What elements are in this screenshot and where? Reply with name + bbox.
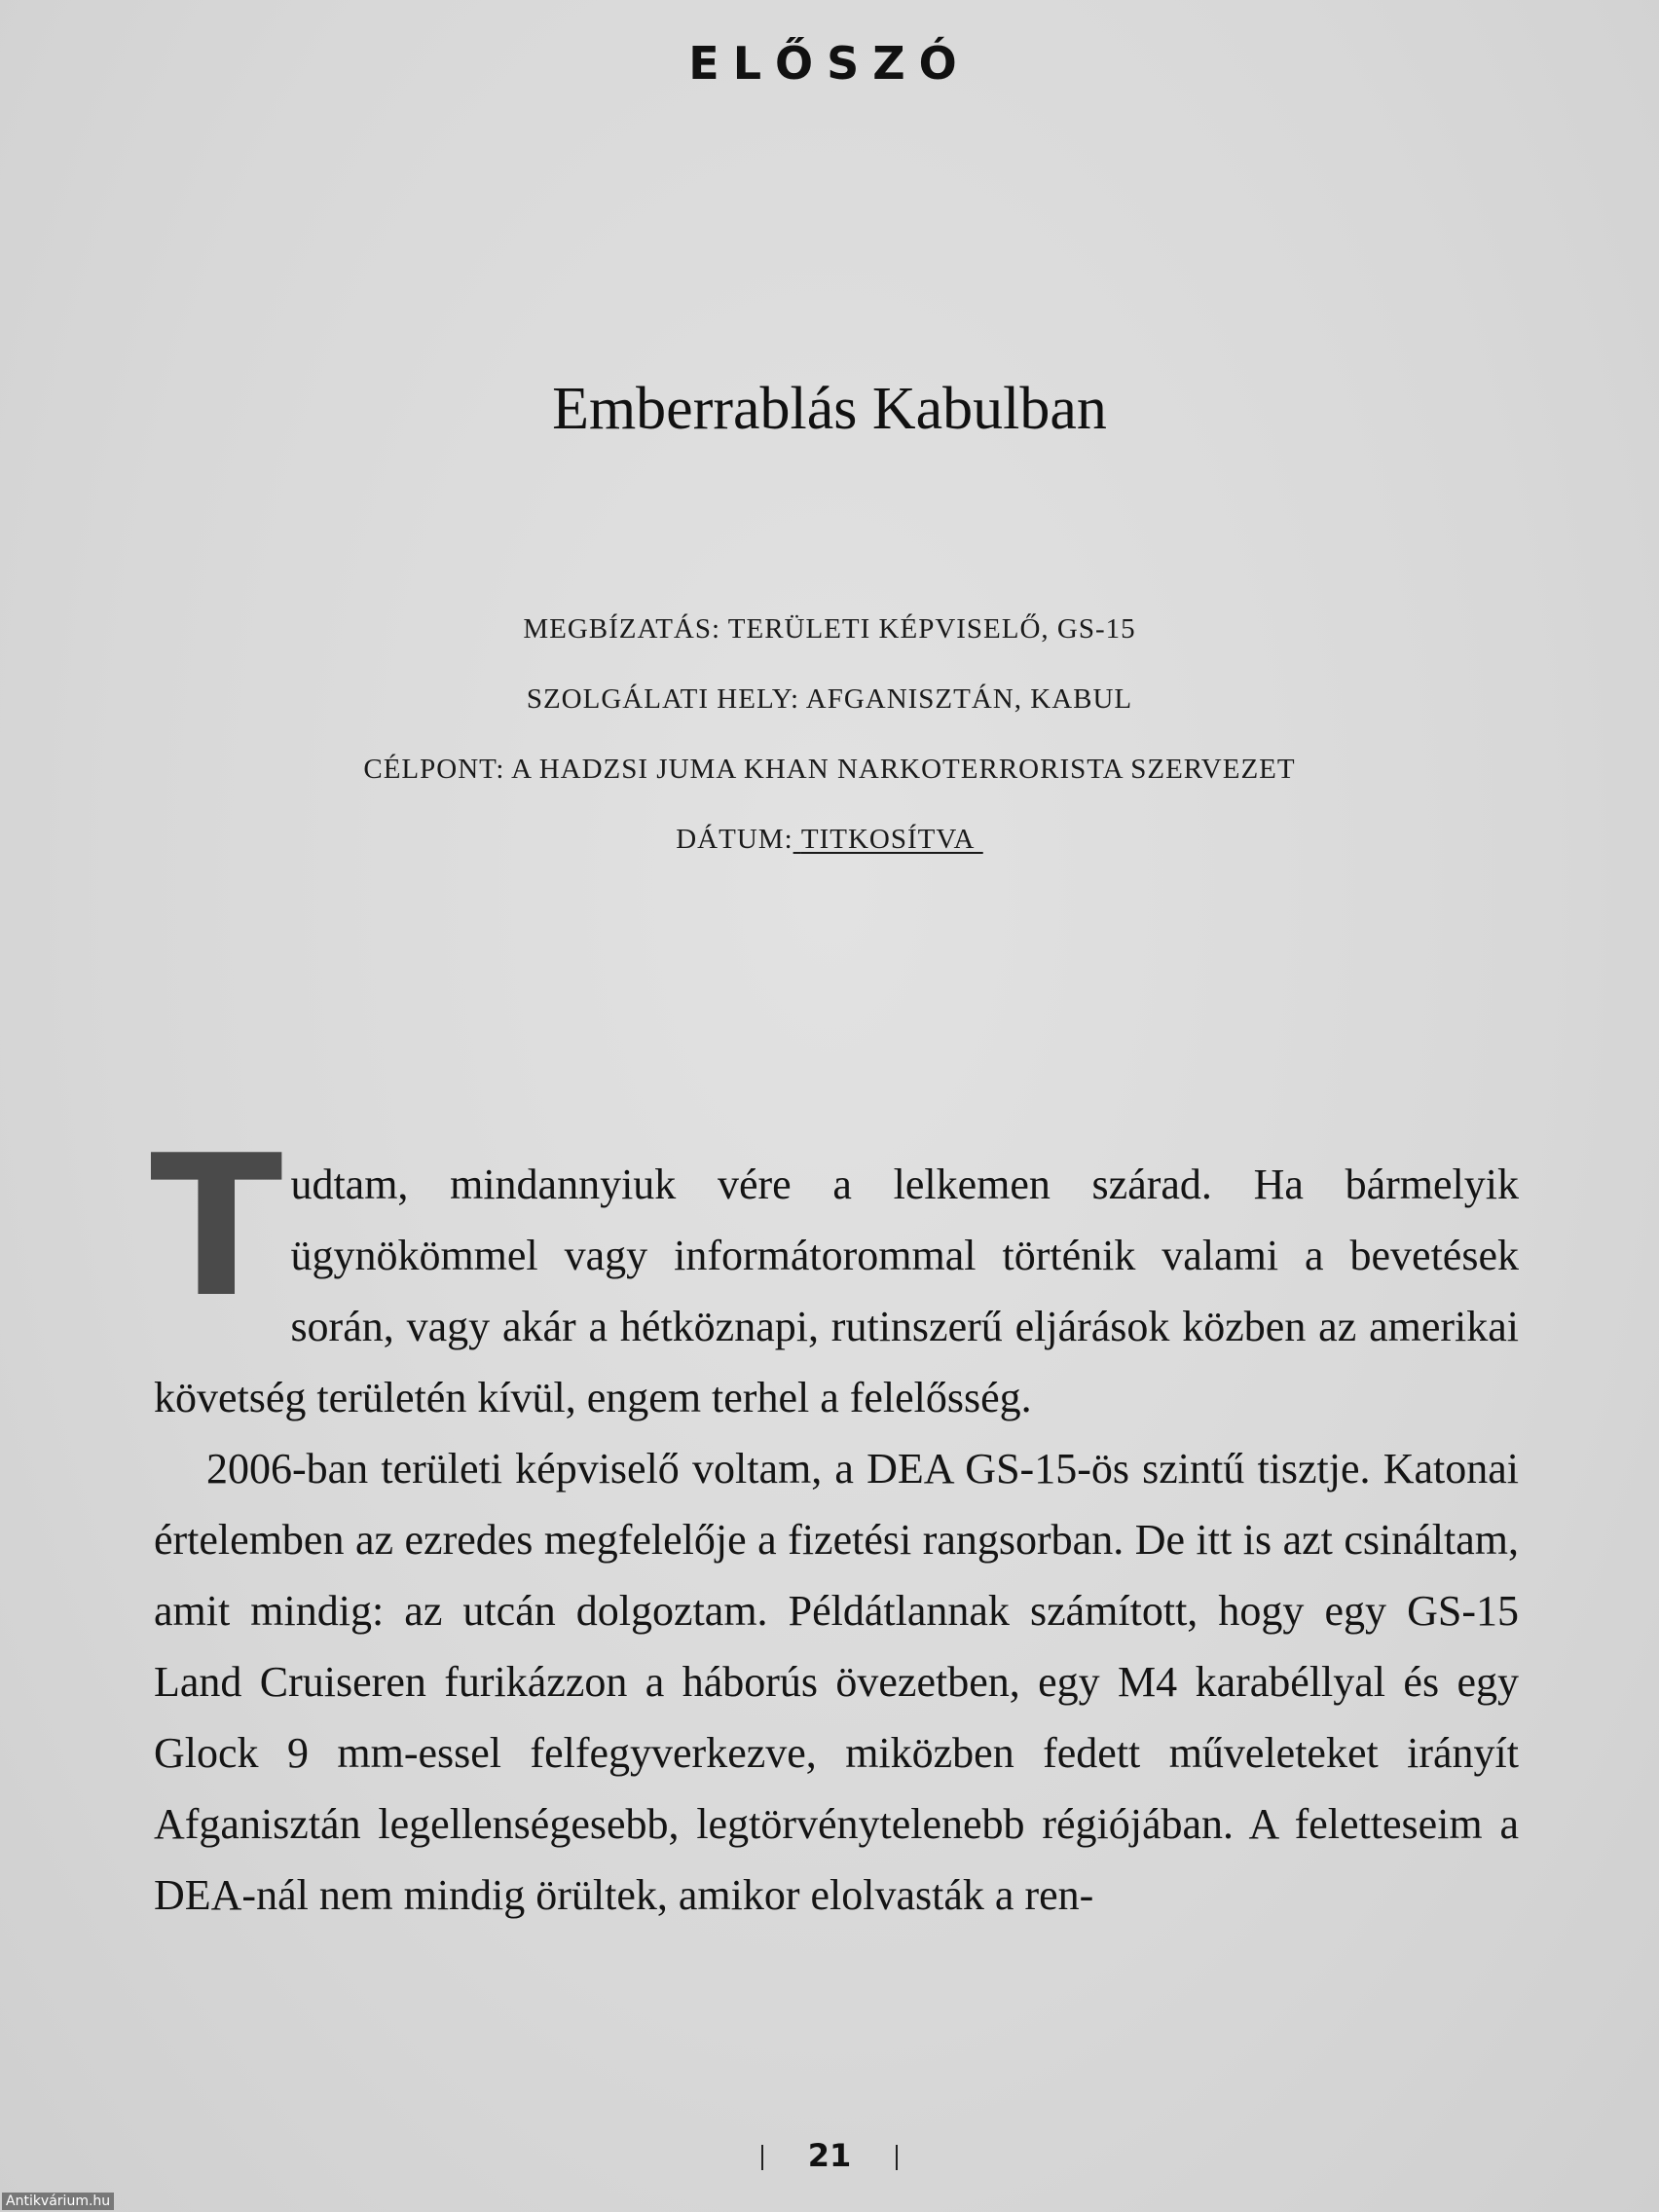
paragraph-1-text: udtam, mindannyiuk vére a lelkemen szárad. Ha bármelyik ügynökömmel vagy informátorommal történik valami a bevetések során, vagy akár a hétköznapi, rutinszerű eljárások közben az amerikai követség területén kívül, engem terhel a felelősség. bbox=[154, 1161, 1519, 1421]
chapter-title: Emberrablás Kabulban bbox=[552, 376, 1107, 442]
chapter-label: ELŐSZÓ bbox=[688, 37, 971, 90]
meta-date-label: DÁTUM: bbox=[676, 824, 793, 855]
page-number: 21 bbox=[807, 2137, 852, 2174]
paragraph-2: 2006-ban területi képviselő voltam, a DEA GS-15-ös szintű tisztje. Katonai értelemben az ezredes megfelelője a fizetési rangsorban. De itt is azt csináltam, amit mindig: az utcán dolgoztam. Példátlannak számított, hogy egy GS-15 Land Cruiseren furikázzon a háborús övezetben, egy M4 karabéllyal és egy Glock 9 mm-essel felfegyverkezve, miközben fedett műveleteket irányít Afganisztán legellenségesebb, legtörvénytelenebb régiójában. A feletteseim a DEA-nál nem mindig örültek, amikor elolvasták a ren- bbox=[154, 1445, 1519, 1919]
watermark: Antikvárium.hu bbox=[2, 2193, 114, 2210]
footer-bar-left bbox=[761, 2145, 763, 2170]
page-footer bbox=[0, 2137, 1659, 2174]
drop-cap: T bbox=[150, 1114, 283, 1341]
meta-date bbox=[0, 816, 1659, 886]
meta-post: SZOLGÁLATI HELY: AFGANISZTÁN, KABUL bbox=[526, 683, 1133, 715]
meta-date-value: TITKOSÍTVA bbox=[800, 824, 976, 855]
footer-bar-right bbox=[896, 2145, 898, 2170]
chapter-meta bbox=[0, 606, 1659, 886]
meta-target: CÉLPONT: A HADZSI JUMA KHAN NARKOTERRORISTA SZERVEZET bbox=[363, 754, 1296, 785]
paragraph-1 bbox=[150, 1114, 1519, 1433]
body-text bbox=[150, 1114, 1519, 1931]
meta-assignment: MEGBÍZATÁS: TERÜLETI KÉPVISELŐ, GS-15 bbox=[523, 613, 1136, 645]
